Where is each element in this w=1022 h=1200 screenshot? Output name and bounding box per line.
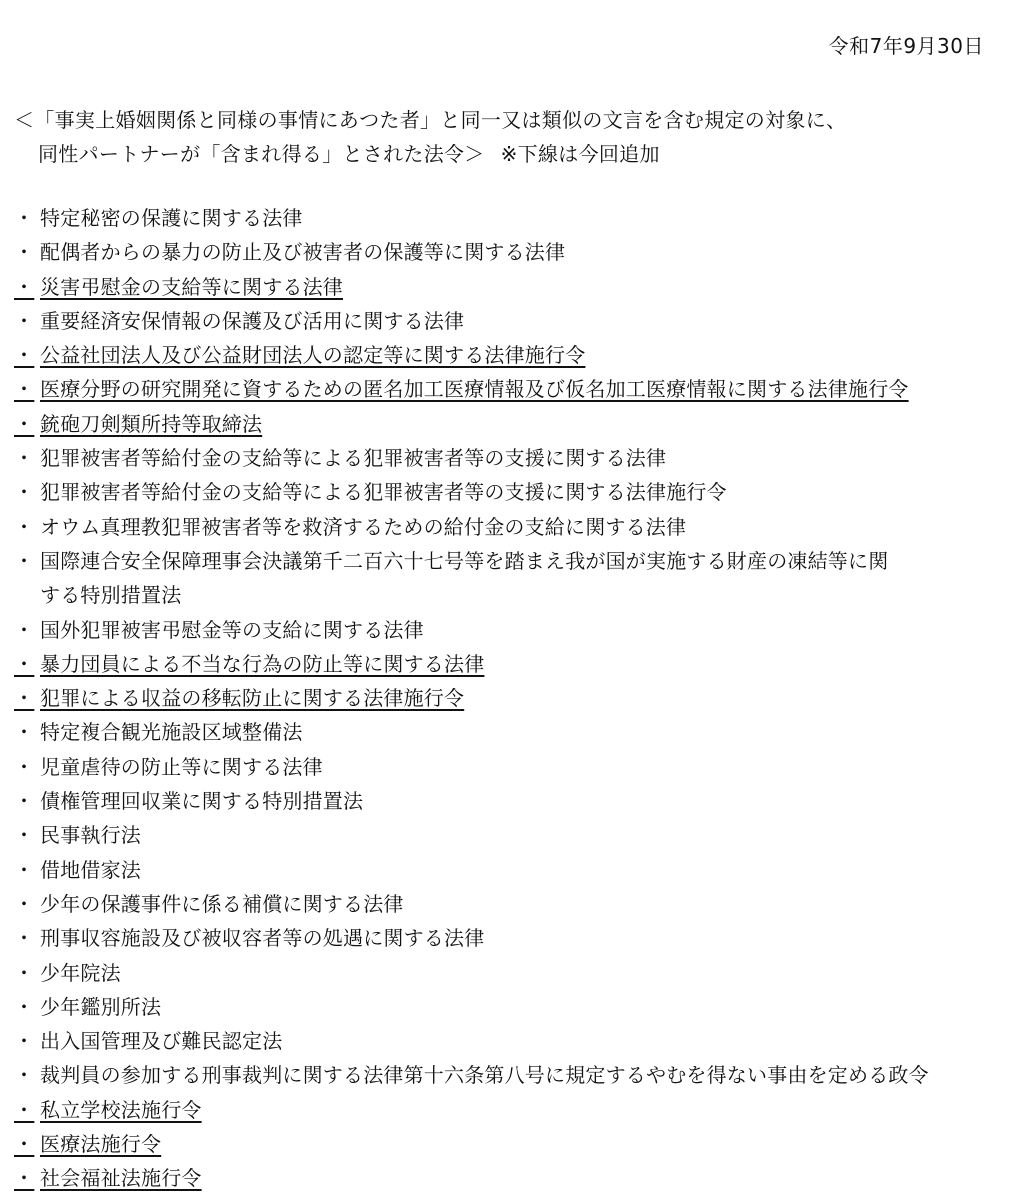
law-name: 民事執行法 bbox=[40, 823, 141, 848]
law-name: 刑事収容施設及び被収容者等の処遇に関する法律 bbox=[40, 926, 485, 951]
law-list-item bbox=[14, 270, 1014, 304]
law-list-item-row bbox=[14, 338, 585, 372]
law-name: 国外犯罪被害弔慰金等の支給に関する法律 bbox=[40, 617, 424, 642]
law-list-item bbox=[14, 1161, 1014, 1195]
law-list-item bbox=[14, 1093, 1014, 1127]
law-list-item-row bbox=[14, 201, 1014, 235]
law-list-item bbox=[14, 510, 1014, 544]
law-list-item bbox=[14, 990, 1014, 1024]
bullet-marker: ・ bbox=[14, 274, 35, 299]
law-list-item bbox=[14, 201, 1014, 235]
law-list-item bbox=[14, 784, 1014, 818]
bullet-marker: ・ bbox=[14, 480, 35, 505]
law-list-item bbox=[14, 853, 1014, 887]
bullet-marker: ・ bbox=[14, 891, 35, 916]
underline-note: ※下線は今回追加 bbox=[500, 142, 660, 166]
bullet-marker: ・ bbox=[14, 720, 35, 745]
law-name: 社会福祉法施行令 bbox=[40, 1166, 202, 1191]
law-list-item-row bbox=[14, 784, 1014, 818]
bullet-marker: ・ bbox=[14, 446, 35, 471]
heading-line-1: ＜「事実上婚姻関係と同様の事情にあつた者」と同一又は類似の文言を含む規定の対象に、 bbox=[14, 108, 847, 132]
heading-title-end: 同性パートナーが「含まれ得る」とされた法令＞ bbox=[38, 142, 485, 166]
bullet-marker: ・ bbox=[14, 1097, 35, 1122]
law-name: 児童虐待の防止等に関する法律 bbox=[40, 754, 323, 779]
law-list-item-row bbox=[14, 475, 1014, 509]
law-name: 犯罪による収益の移転防止に関する法律施行令 bbox=[40, 686, 465, 711]
law-list-item-row bbox=[14, 750, 1014, 784]
bullet-marker: ・ bbox=[14, 411, 35, 436]
law-name-continuation: する特別措置法 bbox=[40, 583, 182, 608]
law-list-item-row bbox=[14, 681, 464, 715]
law-name: 公益社団法人及び公益財団法人の認定等に関する法律施行令 bbox=[40, 343, 586, 368]
bullet-marker: ・ bbox=[14, 1063, 35, 1088]
law-name: オウム真理教犯罪被害者等を救済するための給付金の支給に関する法律 bbox=[40, 514, 687, 539]
law-list-item bbox=[14, 887, 1014, 921]
law-list-item-row bbox=[14, 715, 1014, 749]
law-list-item-row bbox=[14, 990, 1014, 1024]
law-name: 少年院法 bbox=[40, 960, 121, 985]
law-name: 犯罪被害者等給付金の支給等による犯罪被害者等の支援に関する法律 bbox=[40, 446, 667, 471]
law-name: 重要経済安保情報の保護及び活用に関する法律 bbox=[40, 308, 465, 333]
bullet-marker: ・ bbox=[14, 754, 35, 779]
law-name: 特定複合観光施設区域整備法 bbox=[40, 720, 303, 745]
law-name: 医療法施行令 bbox=[40, 1132, 162, 1157]
law-list-item bbox=[14, 441, 1014, 475]
law-list-item bbox=[14, 1058, 1014, 1092]
law-list-item bbox=[14, 647, 1014, 681]
law-list-item bbox=[14, 372, 1014, 406]
law-list-item-row bbox=[14, 887, 1014, 921]
bullet-marker: ・ bbox=[14, 240, 35, 265]
bullet-marker: ・ bbox=[14, 960, 35, 985]
law-list-item bbox=[14, 235, 1014, 269]
document-heading bbox=[14, 103, 846, 171]
law-list-item-row bbox=[14, 853, 1014, 887]
bullet-marker: ・ bbox=[14, 206, 35, 230]
law-list-item-row bbox=[14, 1093, 202, 1127]
bullet-marker: ・ bbox=[14, 308, 35, 333]
law-name: 暴力団員による不当な行為の防止等に関する法律 bbox=[40, 651, 485, 676]
law-list bbox=[14, 201, 1014, 1196]
law-list-item bbox=[14, 1127, 1014, 1161]
law-name: 債権管理回収業に関する特別措置法 bbox=[40, 789, 364, 814]
law-name: 国際連合安全保障理事会決議第千二百六十七号等を踏まえ我が国が実施する財産の凍結等に関 bbox=[40, 548, 889, 573]
bullet-marker: ・ bbox=[14, 789, 35, 814]
bullet-marker: ・ bbox=[14, 926, 35, 951]
law-list-item-row bbox=[14, 1024, 1014, 1058]
law-name: 借地借家法 bbox=[40, 857, 141, 882]
bullet-marker: ・ bbox=[14, 651, 35, 676]
law-list-item-row bbox=[14, 270, 343, 304]
law-list-item-row bbox=[14, 544, 1014, 578]
bullet-marker: ・ bbox=[14, 686, 35, 711]
law-name: 出入国管理及び難民認定法 bbox=[40, 1029, 283, 1054]
bullet-marker: ・ bbox=[14, 994, 35, 1019]
bullet-marker: ・ bbox=[14, 343, 35, 368]
law-list-item-row bbox=[14, 647, 484, 681]
heading-line-2 bbox=[14, 137, 846, 171]
law-name: 裁判員の参加する刑事裁判に関する法律第十六条第八号に規定するやむを得ない事由を定める政令 bbox=[40, 1063, 929, 1088]
law-name: 銃砲刀剣類所持等取締法 bbox=[40, 411, 263, 436]
law-list-item-row bbox=[14, 921, 1014, 955]
law-list-item bbox=[14, 544, 1014, 613]
law-list-item-row bbox=[14, 372, 909, 406]
law-list-item bbox=[14, 681, 1014, 715]
law-list-item bbox=[14, 1024, 1014, 1058]
law-list-item-row bbox=[14, 235, 1014, 269]
bullet-marker: ・ bbox=[14, 377, 35, 402]
law-list-item bbox=[14, 715, 1014, 749]
bullet-marker: ・ bbox=[14, 1132, 35, 1157]
law-list-item-row bbox=[14, 1058, 1014, 1092]
law-list-item bbox=[14, 338, 1014, 372]
law-list-item-row bbox=[14, 407, 262, 441]
law-list-item-row bbox=[14, 613, 1014, 647]
law-list-item bbox=[14, 407, 1014, 441]
law-name: 私立学校法施行令 bbox=[40, 1097, 202, 1122]
law-list-item-row bbox=[14, 1127, 161, 1161]
bullet-marker: ・ bbox=[14, 617, 35, 642]
law-list-item-row bbox=[14, 818, 1014, 852]
law-name: 特定秘密の保護に関する法律 bbox=[40, 206, 303, 230]
law-list-item-row bbox=[14, 441, 1014, 475]
bullet-marker: ・ bbox=[14, 1166, 35, 1191]
law-list-item bbox=[14, 818, 1014, 852]
law-name: 配偶者からの暴力の防止及び被害者の保護等に関する法律 bbox=[40, 240, 566, 265]
bullet-marker: ・ bbox=[14, 514, 35, 539]
law-list-item bbox=[14, 956, 1014, 990]
law-name: 医療分野の研究開発に資するための匿名加工医療情報及び仮名加工医療情報に関する法律施行令 bbox=[40, 377, 909, 402]
law-list-item bbox=[14, 921, 1014, 955]
law-list-item-row bbox=[14, 510, 1014, 544]
bullet-marker: ・ bbox=[14, 857, 35, 882]
law-list-item bbox=[14, 750, 1014, 784]
law-name: 犯罪被害者等給付金の支給等による犯罪被害者等の支援に関する法律施行令 bbox=[40, 480, 727, 505]
bullet-marker: ・ bbox=[14, 1029, 35, 1054]
law-list-item bbox=[14, 304, 1014, 338]
law-name: 少年鑑別所法 bbox=[40, 994, 162, 1019]
bullet-marker: ・ bbox=[14, 548, 35, 573]
bullet-marker: ・ bbox=[14, 823, 35, 848]
law-list-item-row bbox=[14, 956, 1014, 990]
law-list-item-row bbox=[14, 304, 1014, 338]
law-list-item bbox=[14, 475, 1014, 509]
document-date: 令和7年9月30日 bbox=[828, 34, 984, 58]
law-name: 少年の保護事件に係る補償に関する法律 bbox=[40, 891, 404, 916]
law-list-item bbox=[14, 613, 1014, 647]
law-list-item-row bbox=[14, 1161, 202, 1195]
law-name: 災害弔慰金の支給等に関する法律 bbox=[40, 274, 343, 299]
